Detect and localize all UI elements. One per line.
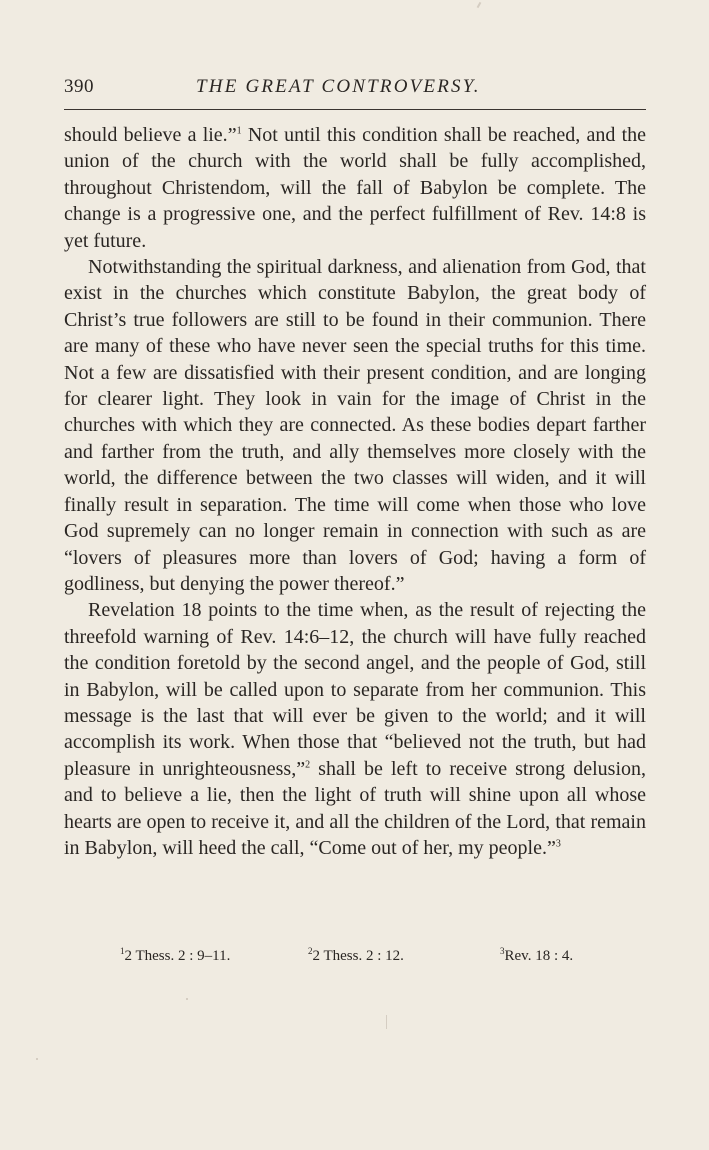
footnote-3-number: 3: [500, 946, 505, 956]
paragraph-1-text: should believe a lie.: [64, 124, 228, 146]
footnote-ref-1: 1: [236, 125, 242, 137]
paper-speck: [186, 998, 188, 1000]
paragraph-3-text-a: Revelation 18 points to the time when, as the result of rejecting the threefold warning of Rev. 14:6–12, the church will have fully reached the condition foretold by the second angel, and the people of God, still in Babylon, will be called upon to separate from her communion. This message is the last that will ever be given to the world; and it will accomplish its work. When those that “believed not the truth, but had pleasure in unrighteousness,”: [64, 599, 646, 780]
paper-speck: [36, 1058, 38, 1060]
running-head: THE GREAT CONTROVERSY.: [196, 76, 481, 97]
paragraph-1: should believe a lie.”$^1$ Not until this condition shall be reached, and the union of the church with the world shall be fully accomplished, throughout Christendom, will the fall of Babylon be complete. The change is a progressive one, and the perfect fulfillment of Rev. 14:8 is yet future.: [64, 124, 646, 252]
paragraph-3: [64, 597, 646, 861]
footnote-2-text: 2 Thess. 2 : 12.: [312, 948, 404, 964]
footnote-ref-2: 2: [305, 759, 311, 771]
page-number: 390: [64, 76, 94, 97]
footnote-1-number: 1: [120, 946, 125, 956]
footnote-1: [120, 948, 230, 965]
footnote-2: [308, 948, 404, 965]
footnote-3: [500, 948, 573, 965]
footnote-2-number: 2: [308, 946, 313, 956]
header-rule: [64, 109, 646, 110]
page-header: [64, 76, 646, 102]
footnote-1-text: 2 Thess. 2 : 9–11.: [124, 948, 231, 964]
paragraph-1-text-cont: Not until this condition shall be reached, and the union of the church with the world shall be fully accomplished, throughout Christendom, will the fall of Babylon be complete. The change is a progressive one, and the perfect fulfillment of Rev. 14:8 is yet future.: [64, 124, 646, 252]
footnotes: [120, 948, 620, 968]
paper-speck: [386, 1015, 387, 1029]
footnote-3-text: Rev. 18 : 4.: [504, 948, 574, 964]
body-text: [64, 122, 646, 861]
paper-speck: [477, 2, 482, 8]
footnote-ref-3: 3: [555, 838, 561, 850]
paragraph-3-text-b: shall be left to receive strong delusion, and to believe a lie, then the light of truth will shine upon all whose hearts are open to receive it, and all the children of the Lord, that remain in Babylon, will heed the call, “Come out of her, my people.”: [64, 757, 646, 859]
paragraph-2: Notwithstanding the spiritual darkness, and alienation from God, that exist in the churches which constitute Babylon, the great body of Christ’s true followers are still to be found in their communion. There are many of these who have never seen the special truths for this time. Not a few are dissatisfied with their present condition, and are longing for clearer light. They look in vain for the image of Christ in the churches with which they are connected. As these bodies depart farther and farther from the truth, and ally themselves more closely with the world, the difference between the two classes will widen, and it will finally result in separation. The time will come when those who love God supremely can no longer remain in connection with such as are “lovers of pleasures more than lovers of God; having a form of godliness, but denying the power thereof.”: [64, 256, 646, 595]
